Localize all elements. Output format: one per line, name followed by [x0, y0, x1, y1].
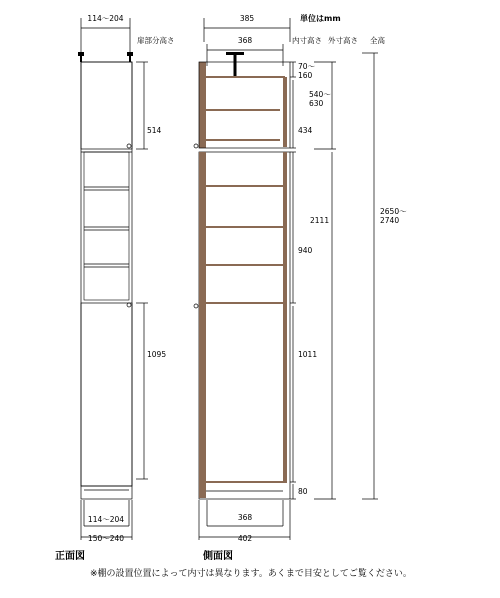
- side-total-height: 2650～ 2740: [380, 207, 407, 225]
- front-lower-door-height: 1095: [147, 350, 167, 359]
- front-top-width-label: 114～204: [87, 14, 124, 23]
- front-bottom-inner-width: 114～204: [87, 515, 125, 524]
- side-view-title: 側面図: [203, 551, 233, 562]
- front-lower-door: [81, 303, 132, 486]
- front-upper-door-hinge: [127, 144, 131, 148]
- front-bottom-width-dimensions: [81, 500, 132, 543]
- side-inner-top-gap: 70～ 160: [298, 62, 316, 80]
- unit-label: 単位はmm: [300, 14, 341, 23]
- front-view-title: 正面図: [55, 551, 85, 562]
- front-top-adjusters: [78, 52, 133, 62]
- side-outer-height-dimensions: [309, 62, 336, 499]
- side-outer-lower: 2111: [310, 216, 330, 225]
- side-view: [194, 14, 407, 562]
- side-outer-upper: 540～ 630: [309, 90, 331, 108]
- side-inner-base: 80: [298, 487, 308, 496]
- front-top-width-dimension: [81, 14, 130, 52]
- total-height-header: 全高: [370, 36, 385, 45]
- side-tension-rod: [226, 52, 244, 77]
- outer-height-header: 外寸高さ: [328, 36, 358, 45]
- side-top-depth-dimensions: [204, 14, 290, 66]
- side-upper-unit: [194, 62, 290, 148]
- front-open-section: [84, 152, 129, 300]
- front-shelves: [84, 187, 129, 267]
- side-inner-upper: 434: [298, 126, 313, 135]
- side-bottom-outer-depth: 402: [237, 534, 253, 543]
- front-lower-door-hinge: [127, 303, 131, 307]
- front-upper-door: [81, 62, 132, 149]
- side-top-depth: 385: [239, 14, 255, 23]
- front-bottom-outer-width: 150～240: [87, 534, 125, 543]
- side-top-inner-depth: 368: [237, 36, 253, 45]
- front-door-height-dimensions: [136, 62, 166, 479]
- diagram-headers: [137, 13, 385, 45]
- side-bottom-depth-dimensions: [199, 500, 290, 543]
- side-lower-unit: [194, 152, 290, 499]
- side-inner-lower: 1011: [298, 350, 318, 359]
- front-upper-door-height: 514: [147, 126, 162, 135]
- footnote: ※棚の設置位置によって内寸は異なります。あくまで目安としてご覧ください。: [90, 569, 412, 579]
- side-inner-height-dimensions: [290, 62, 317, 499]
- inner-height-header: 内寸高さ: [292, 36, 322, 45]
- side-inner-middle: 940: [298, 246, 313, 255]
- side-total-height-dimension: [362, 53, 407, 499]
- front-cabinet-outline: [81, 62, 132, 499]
- front-view: [55, 14, 166, 562]
- side-bottom-inner-depth: 368: [237, 513, 253, 522]
- door-height-header: 扉部分高さ: [137, 36, 175, 45]
